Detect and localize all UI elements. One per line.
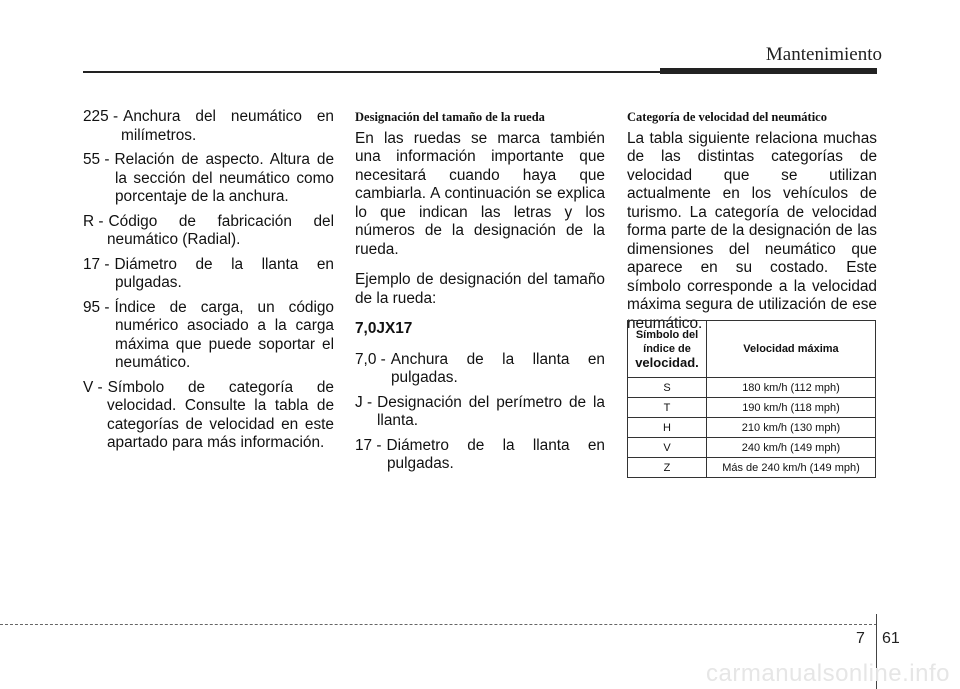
header-symbol-line3: velocidad.: [635, 354, 699, 370]
list-item-rest: pulgadas.: [391, 369, 458, 386]
table-row: [628, 398, 876, 418]
list-item-rest: la sección del neumático como porcentaje de la anchura.: [115, 169, 334, 205]
cell-speed: 240 km/h (149 mph): [707, 438, 876, 458]
list-item-first-line: [83, 108, 334, 127]
list-item-lead: Anchura de la llanta en: [390, 350, 605, 368]
page-number: 61: [882, 630, 900, 647]
list-item: [83, 108, 334, 145]
list-item-lead: Diámetro de la llanta en: [114, 255, 334, 273]
list-item-code: 17 -: [83, 255, 110, 273]
header-symbol-line2: índice de: [643, 342, 691, 355]
cell-symbol: S: [628, 378, 707, 398]
list-item-rest: neumático (Radial).: [107, 231, 241, 248]
list-item: [83, 256, 334, 293]
table-row: [628, 378, 876, 398]
list-item-lead: Índice de carga, un código: [114, 298, 334, 316]
section-heading: Designación del tamaño de la rueda: [355, 110, 545, 124]
paragraph: La tabla siguiente relaciona muchas de las distintas categorías de velocidad que se utilizan actualmente en los vehículos de turismo. La categoría de velocidad forma parte de la designación de las dimensiones del neumático que aparece en su costado. Este símbolo corresponde a la velocidad máxima segura de utilización de ese neumático.: [627, 129, 877, 332]
cell-speed: 180 km/h (112 mph): [707, 378, 876, 398]
list-item-code: J -: [355, 393, 373, 411]
cell-speed: 210 km/h (130 mph): [707, 418, 876, 438]
list-item-first-line: [83, 151, 334, 170]
cell-symbol: V: [628, 438, 707, 458]
list-item: [83, 299, 334, 373]
list-item-first-line: [355, 351, 605, 370]
list-item-rest: numérico asociado a la carga máxima que puede soportar el neumático.: [115, 317, 334, 371]
table-row: [628, 458, 876, 478]
list-item-code: R -: [83, 212, 104, 230]
list-item-first-line: [83, 256, 334, 275]
list-item-first-line: [83, 213, 334, 232]
list-item-first-line: [355, 437, 605, 456]
list-item-lead: Código de fabricación del: [108, 212, 334, 230]
list-item-code: 7,0 -: [355, 350, 386, 368]
list-item-lead: Anchura del neumático en: [123, 108, 334, 125]
list-item-lead: Símbolo de categoría de: [107, 378, 334, 396]
column-wheel-designation: [355, 108, 605, 480]
page-header-title: Mantenimiento: [765, 44, 882, 65]
list-item-code: 225 -: [83, 108, 119, 125]
list-item-code: 95 -: [83, 298, 110, 316]
list-item-rest: velocidad. Consulte la tabla de categorías de velocidad en este apartado para más información.: [107, 397, 334, 451]
list-item-rest: pulgadas.: [387, 455, 454, 472]
header-rule-accent: [660, 68, 877, 74]
list-item: [83, 151, 334, 207]
list-item-lead: Diámetro de la llanta en: [386, 436, 605, 454]
list-item: [355, 394, 605, 431]
header-speed-symbol: [628, 321, 707, 378]
cell-speed: Más de 240 km/h (149 mph): [707, 458, 876, 478]
header-max-speed: Velocidad máxima: [707, 321, 876, 378]
list-item-rest: milímetros.: [121, 126, 197, 144]
cell-speed: 190 km/h (118 mph): [707, 398, 876, 418]
list-item: [355, 437, 605, 474]
list-item-code: V -: [83, 378, 103, 396]
list-item-rest: pulgadas.: [115, 274, 182, 291]
cell-symbol: T: [628, 398, 707, 418]
header-rule: [83, 71, 660, 73]
section-number: 7: [856, 630, 865, 647]
paragraph: En las ruedas se marca también una información importante que necesitará cuando haya que cambiarla. A continuación se explica lo que indican las letras y los números de la designación de la rueda.: [355, 129, 605, 258]
header-symbol-line1: Símbolo del: [635, 328, 699, 341]
list-item-first-line: [83, 299, 334, 318]
table-header-row: [628, 321, 876, 378]
list-item-lead: Relación de aspecto. Altura de: [114, 151, 334, 168]
column-speed-category: [627, 108, 877, 345]
column-tire-designation: [83, 108, 334, 459]
wheel-size-example: 7,0JX17: [355, 320, 413, 337]
speed-rating-table: [627, 320, 876, 478]
cell-symbol: Z: [628, 458, 707, 478]
paragraph: Ejemplo de designación del tamaño de la rueda:: [355, 271, 605, 307]
section-heading: Categoría de velocidad del neumático: [627, 110, 827, 124]
list-item-code: 17 -: [355, 436, 382, 454]
list-item-lead: Designación del perímetro de la: [377, 393, 605, 411]
footer-rule: [0, 624, 877, 625]
table-row: [628, 438, 876, 458]
list-item: [83, 379, 334, 453]
cell-symbol: H: [628, 418, 707, 438]
list-item-first-line: [355, 394, 605, 413]
list-item-first-line: [83, 379, 334, 398]
table-row: [628, 418, 876, 438]
list-item-rest: llanta.: [377, 412, 419, 429]
watermark-text: carmanualsonline.info: [706, 660, 950, 687]
list-item: [355, 351, 605, 388]
list-item-code: 55 -: [83, 151, 110, 168]
list-item: [83, 213, 334, 250]
